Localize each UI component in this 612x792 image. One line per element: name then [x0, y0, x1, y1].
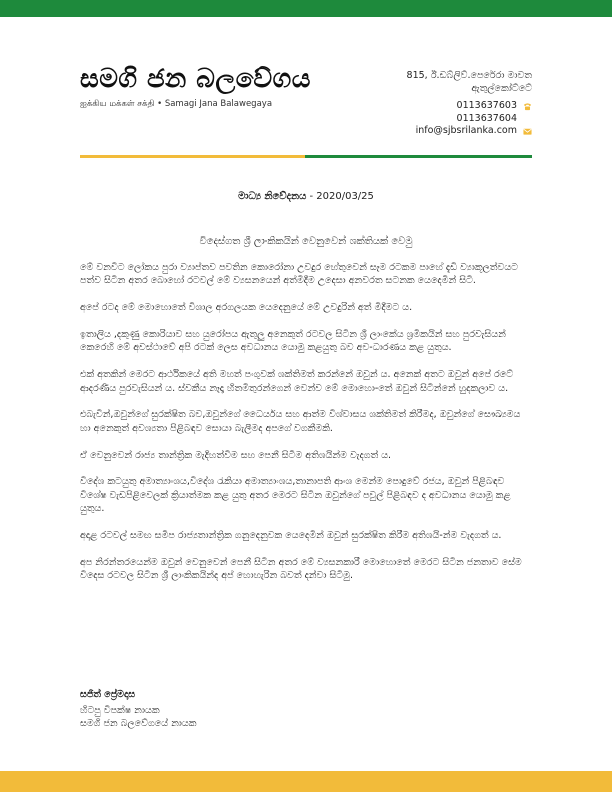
- signatory-name: සජිත් ප්‍රේමදාස: [80, 689, 136, 700]
- headline: විදෙස්ගත ශ්‍රී ලාංකිකයින් වෙනුවෙන් ශක්තියක් වෙමු: [199, 236, 413, 247]
- paragraph: විදේශ කටයුතු අමාත්‍යාංශය,විදේශ රැකියා අමාත්‍යාංශය,තානාපති ආංශ මෙන්ම පොදුවේ රජය, ඔවුන් පිළිබඳව විශේෂ වැඩපිළිවෙලක් ක්‍රියාත්මක කළ යුතු අතර මෙරට සිටින ඔවුන්ගේ පවුල් පිළිබඳව ද අවධානය යොමු කළ යුතුය.: [80, 476, 511, 515]
- signatory-title-2: සමගි ජන බලවේගයේ නායක: [80, 718, 197, 729]
- phone-number-2: 0113637604: [456, 112, 517, 124]
- email-row: [407, 125, 532, 138]
- paragraph: අපේ රටද මේ මොහොතේ විශාල අරගලයක යෙදෙනුයේ මේ උවදුරින් අත් මිදීමට ය.: [80, 302, 413, 314]
- address-line-2: ඇතුල්කෝට්ටේ: [471, 82, 532, 94]
- logo-subtitle: ஐக்கிய மக்கள் சக்தி • Samagi Jana Balawegaya: [80, 99, 273, 109]
- bottom-yellow-band: [0, 771, 612, 792]
- top-green-band: [0, 0, 612, 17]
- paragraph: අදාළ රටවල් සමඟ සමීප රාජ්‍යතාන්ත්‍රික ගනුදෙනුවක යෙදෙමින් ඔවුන් සුරක්ෂිත කිරීම අතිශයි-න්ම වැදගත් ය.: [80, 530, 502, 542]
- signatory-title-1: හිටපු විපක්ෂ නායක: [80, 704, 160, 716]
- release-label: මාධ්‍ය නිවේදනය: [238, 191, 307, 202]
- release-date: - 2020/03/25: [306, 191, 374, 202]
- paragraph: එක් අතකින් මෙරට ආර්ථිකයේ අති මහත් පංගුවක් ශක්තිමත් කරන්නේ ඔවුන් ය. අනෙක් අතට ඔවුන් අපේ රටේ ආදරණීය පුරවැසියන් ය. ස්වකීය නෑදෑ හිතමිතුරන්ගෙන් වෙන්ව මේ මොහො-තේ ඔවුන් සිටින්නේ හුදකලාව ය.: [80, 369, 514, 394]
- paragraph: අප නිරන්තරයෙන්ම ඔවුන් වෙනුවෙන් පෙනී සිටින අතර මේ ව්‍යසනකාරී මොහොතේ මෙරට සිටින ජනතාව සේම විදෙස රටවල සිටින ශ්‍රී ලාංකිකයින්ද අප් හොහැරින බවත් දන්වා සිටිමු.: [80, 556, 522, 582]
- paragraph: මේ වනවිට ලෝකය පුරා ව්‍යාප්තව පවතින කොරෝනා උවදුර හේතුවෙන් සෑම රටකම පාහේ දැඩි ව්‍යාකූලත්වයට පත්ව සිටින අතර බොහෝ රටවල් මේ ව්‍යසනයෙන් අත්මිදීම උදෙසා අනවරත සටනක යෙදෙමින් සිටී.: [80, 262, 519, 287]
- paragraph: ඒ වෙනුවෙන් රාජ්‍ය තාන්ත්‍රික මැදිහත්වීම සහ පෙනී සිටීම අතිශයින්ම වැදගත් ය.: [80, 449, 392, 461]
- release-line: [0, 191, 612, 202]
- address-line-1: 815, ඊ.ඩබ්ලිව්.පෙරේරා මාවත: [406, 70, 532, 81]
- divider-yellow: [80, 155, 305, 158]
- phone-number-1: 0113637603: [456, 100, 517, 111]
- phone-row-2: [407, 113, 532, 126]
- contact-block: [407, 70, 532, 138]
- signature-block: [80, 688, 196, 731]
- body-text: [80, 261, 532, 596]
- phone-icon: [523, 102, 532, 111]
- logo-title: සමගි ජන බලවේගය: [80, 64, 311, 94]
- phone-row-1: [407, 100, 532, 113]
- email-icon: [523, 127, 532, 136]
- email-link[interactable]: info@sjbsrilanka.com: [415, 125, 517, 136]
- divider-green: [305, 155, 532, 158]
- paragraph: ඉතාලිය ,දකුණු කොරියාව සහ යුරෝපය ඇතුලු අනෙකුත් රටවල සිටින ශ්‍රී ලාංකේය ශ්‍රමිකයින් සහ පුරවැසියන් කෙරෙහි මේ අවස්ථාවේ අපි රටක් ලෙස අවධානය යොමු කළයුතු බව අව-ධාරණය කළ යුතුය.: [80, 329, 506, 354]
- paragraph: එබැවින්,ඔවුන්ගේ සුරක්ෂිත බව,ඔවුන්ගේ ධෛර්යය සහ ආත්ම විශ්වාසය ශක්තිමත් කිරීමද, ඔවුන්ගේ සෞඛ්‍යමය හා අනෙකුත් අවශ්‍යතා පිළිබඳව සොයා බැලීමද අපගේ වගකීමකි.: [80, 409, 521, 434]
